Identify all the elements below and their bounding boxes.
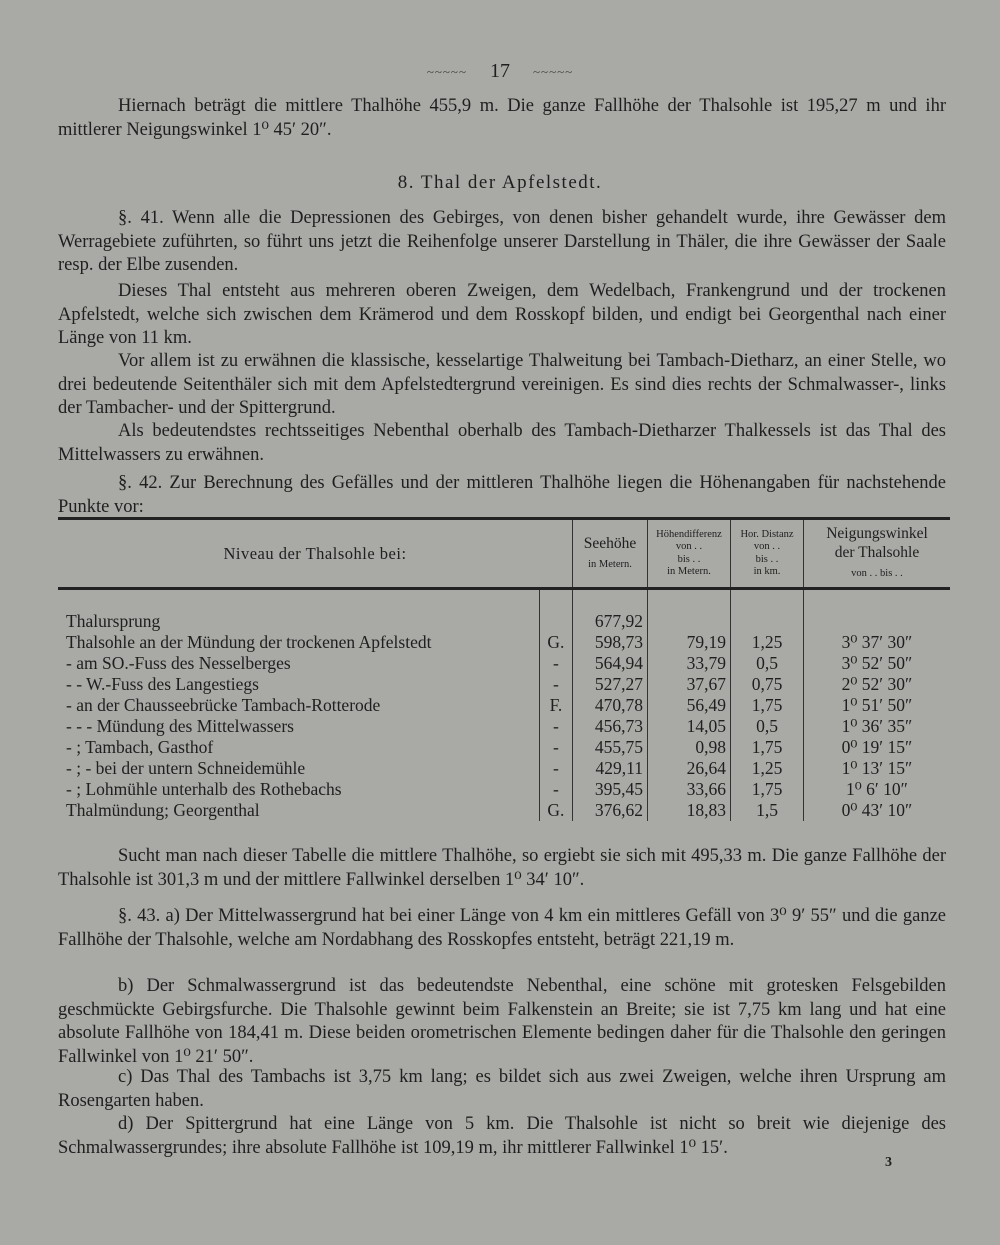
row-hoehendiff: 26,64 (648, 758, 731, 779)
header-distanz-label: Hor. Distanz (740, 528, 794, 540)
row-neigungswinkel: 2⁰ 52′ 30″ (804, 674, 951, 695)
paragraph-43c: c) Das Thal des Tambachs ist 3,75 km lang; es bildet sich aus zwei Zweigen, welche ihren Ursprung am Rosengarten haben. (58, 1067, 946, 1111)
row-name: - - - Mündung des Mittelwassers (66, 716, 294, 736)
row-hoehendiff: 33,66 (648, 779, 731, 800)
row-hoehendiff: 79,19 (648, 632, 731, 653)
row-name: Thalsohle an der Mündung der trockenen Apfelstedt (66, 632, 432, 652)
row-distanz: 0,75 (731, 674, 804, 695)
row-seehoehe: 455,75 (573, 737, 648, 758)
row-name: - am SO.-Fuss des Nesselberges (66, 653, 291, 673)
paragraph-42: §. 42. Zur Berechnung des Gefälles und der mittleren Thalhöhe liegen die Höhenangaben für nachstehende Punkte vor: (58, 473, 946, 517)
row-seehoehe: 376,62 (573, 800, 648, 821)
paragraph-41b: Dieses Thal entsteht aus mehreren oberen Zweigen, dem Wedelbach, Frankengrund und der trockenen Apfelstedt, welche sich zwischen dem Krämerod und dem Rosskopf bilden, und endigt bei Georgenthal nach einer Länge von 11 km. (58, 281, 946, 348)
header-hoehendiff-von: von . . (675, 541, 703, 552)
table-row (58, 758, 950, 779)
signature-mark: 3 (885, 1155, 892, 1170)
table-row (58, 653, 950, 674)
row-seehoehe: 456,73 (573, 716, 648, 737)
row-seehoehe: 598,73 (573, 632, 648, 653)
paragraph-41d: Als bedeutendstes rechtsseitiges Nebenthal oberhalb des Tambach-Dietharzer Thalkessels ist das Thal des Mittelwassers zu erwähnen. (58, 421, 946, 465)
row-mark: - (539, 716, 572, 737)
row-hoehendiff: 14,05 (648, 716, 731, 737)
header-hoehendiff-unit: in Metern. (667, 566, 711, 577)
ornament-left: ~~~~~ (426, 64, 467, 80)
row-neigungswinkel: 1⁰ 6′ 10″ (804, 779, 951, 800)
table-row (58, 632, 950, 653)
row-hoehendiff: 33,79 (648, 653, 731, 674)
ornament-right: ~~~~~ (533, 64, 574, 80)
header-seehoehe (573, 519, 648, 589)
page-header (0, 60, 1000, 83)
header-distanz-von: von . . (753, 541, 781, 552)
row-distanz: 0,5 (731, 716, 804, 737)
table-row (58, 695, 950, 716)
row-seehoehe: 527,27 (573, 674, 648, 695)
row-name: - an der Chausseebrücke Tambach-Rotterode (66, 695, 381, 715)
row-hoehendiff: 56,49 (648, 695, 731, 716)
row-seehoehe: 395,45 (573, 779, 648, 800)
row-mark: F. (539, 695, 572, 716)
row-mark: G. (539, 632, 572, 653)
paragraph-41c: Vor allem ist zu erwähnen die klassische, kesselartige Thalweitung bei Tambach-Dietharz, an einer Stelle, wo drei bedeutende Seitenthäler sich mit dem Apfelstedtergrund vereinigen. Es sind dies rechts der Schmalwasser-, links der Tambacher- und der Spittergrund. (58, 351, 946, 418)
header-hoehendiff (648, 519, 731, 589)
header-distanz-unit: in km. (753, 566, 781, 577)
row-mark: - (539, 653, 572, 674)
table-row (58, 611, 950, 632)
row-hoehendiff: 18,83 (648, 800, 731, 821)
row-seehoehe: 564,94 (573, 653, 648, 674)
header-neigung (804, 519, 951, 589)
row-neigungswinkel: 3⁰ 52′ 50″ (804, 653, 951, 674)
row-mark: G. (539, 800, 572, 821)
table-header-row (58, 519, 950, 589)
row-distanz: 1,75 (731, 779, 804, 800)
elevation-table (58, 517, 950, 821)
row-seehoehe: 470,78 (573, 695, 648, 716)
row-neigungswinkel: 1⁰ 51′ 50″ (804, 695, 951, 716)
header-neigung-label: Neigungswinkel (826, 525, 928, 542)
row-neigungswinkel: 3⁰ 37′ 30″ (804, 632, 951, 653)
paragraph-43d: d) Der Spittergrund hat eine Länge von 5 km. Die Thalsohle ist nicht so breit wie diejenige des Schmalwassergrundes; ihre absolute Fallhöhe ist 109,19 m, ihr mittlerer Fallwinkel 1⁰ 15′. (58, 1114, 946, 1158)
paragraph-41: §. 41. Wenn alle die Depressionen des Gebirges, von denen bisher gehandelt wurde, ihre Gewässer dem Werragebiete zuführten, so führt uns jetzt die Reihenfolge unserer Darstellung in Thäler, die ihre Gewässer der Saale resp. der Elbe zusenden. (58, 208, 946, 275)
row-distanz: 1,25 (731, 632, 804, 653)
paragraph-43a: §. 43. a) Der Mittelwassergrund hat bei einer Länge von 4 km ein mittleres Gefäll von 3⁰ 9′ 55″ und die ganze Fallhöhe der Thalsohle, welche am Nordabhang des Rosskopfes entsteht, beträgt 221,19 m. (58, 906, 946, 950)
row-neigungswinkel (804, 611, 951, 632)
table-row (58, 737, 950, 758)
row-mark: - (539, 758, 572, 779)
table-row (58, 716, 950, 737)
row-name: - ; - bei der untern Schneidemühle (66, 758, 306, 778)
row-name: - ; Tambach, Gasthof (66, 737, 214, 757)
header-hoehendiff-label: Höhendifferenz (656, 528, 722, 540)
table-spacer-row (58, 589, 950, 612)
header-neigung-label2: der Thalsohle (834, 544, 920, 561)
row-distanz (731, 611, 804, 632)
row-seehoehe: 677,92 (573, 611, 648, 632)
row-neigungswinkel: 0⁰ 43′ 10″ (804, 800, 951, 821)
row-distanz: 1,5 (731, 800, 804, 821)
header-seehoehe-label: Seehöhe (583, 534, 637, 552)
table-row (58, 800, 950, 821)
row-seehoehe: 429,11 (573, 758, 648, 779)
intro-paragraph: Hiernach beträgt die mittlere Thalhöhe 455,9 m. Die ganze Fallhöhe der Thalsohle ist 195,27 m und ihr mittlerer Neigungswinkel 1⁰ 45′ 20″. (58, 96, 946, 140)
row-mark: - (539, 674, 572, 695)
row-name: Thalursprung (66, 611, 161, 631)
header-hoehendiff-bis: bis . . (677, 553, 701, 565)
row-name: - ; Lohmühle unterhalb des Rothebachs (66, 779, 342, 799)
table-row (58, 674, 950, 695)
header-niveau: Niveau der Thalsohle bei: (58, 519, 573, 589)
row-name: - - W.-Fuss des Langestiegs (66, 674, 259, 694)
row-hoehendiff: 0,98 (648, 737, 731, 758)
row-name: Thalmündung; Georgenthal (66, 800, 260, 820)
paragraph-43b: b) Der Schmalwassergrund ist das bedeutendste Nebenthal, eine schöne mit grotesken Felsgebilden geschmückte Gebirgsfurche. Die Thalsohle gewinnt beim Falkenstein an Breite; sie ist 7,75 km lang und hat eine absolute Fallhöhe von 184,41 m. Diese beiden orometrischen Elemente bedingen daher für die Thalsohle den geringen Fallwinkel von 1⁰ 21′ 50″. (58, 976, 946, 1067)
row-distanz: 0,5 (731, 653, 804, 674)
row-hoehendiff: 37,67 (648, 674, 731, 695)
page-number: 17 (490, 60, 510, 82)
table-body (58, 589, 950, 822)
row-mark: - (539, 779, 572, 800)
header-distanz-bis: bis . . (755, 553, 779, 565)
row-distanz: 1,75 (731, 695, 804, 716)
row-neigungswinkel: 1⁰ 36′ 35″ (804, 716, 951, 737)
header-distanz (731, 519, 804, 589)
section-title: 8. Thal der Apfelstedt. (397, 172, 603, 193)
row-mark: - (539, 737, 572, 758)
row-distanz: 1,75 (731, 737, 804, 758)
row-mark (539, 611, 572, 632)
paragraph-sucht: Sucht man nach dieser Tabelle die mittlere Thalhöhe, so ergiebt sie sich mit 495,33 m. Die ganze Fallhöhe der Thalsohle ist 301,3 m und der mittlere Fallwinkel derselben 1⁰ 34′ 10″. (58, 846, 946, 890)
table-row (58, 779, 950, 800)
header-neigung-sub: von . . bis . . (851, 568, 903, 579)
row-distanz: 1,25 (731, 758, 804, 779)
row-neigungswinkel: 1⁰ 13′ 15″ (804, 758, 951, 779)
header-seehoehe-unit: in Metern. (588, 558, 632, 570)
row-neigungswinkel: 0⁰ 19′ 15″ (804, 737, 951, 758)
row-hoehendiff (648, 611, 731, 632)
